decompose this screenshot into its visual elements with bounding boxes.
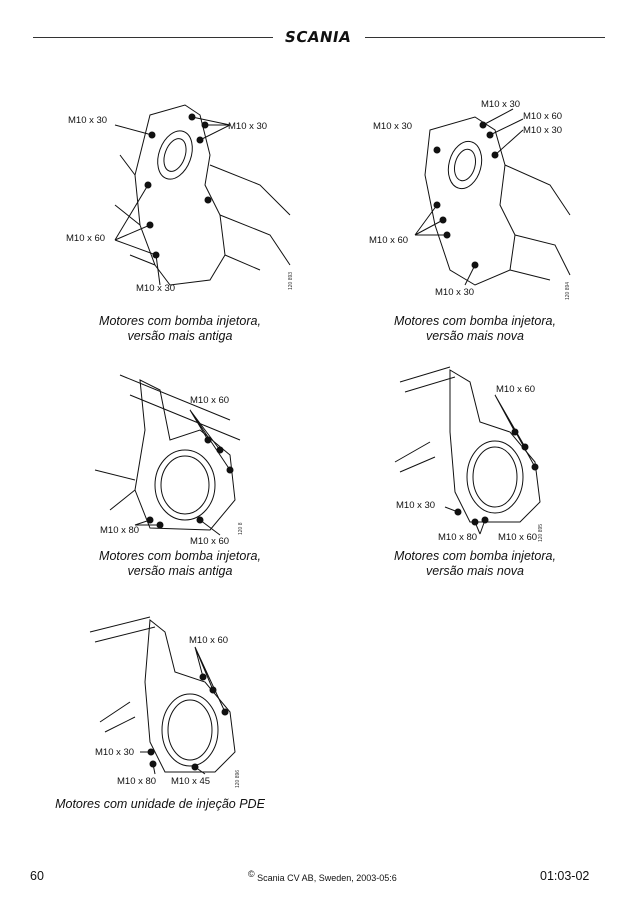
bolt-label: M10 x 60 (66, 233, 106, 244)
bolt-label: M10 x 30 (228, 121, 268, 132)
doc-code: 01:03-02 (540, 869, 590, 883)
bolt-label: M10 x 60 (496, 384, 536, 395)
bolt-label: M10 x 60 (190, 395, 230, 406)
figure-code: 120 8 (238, 522, 244, 535)
figure-code: 120 895 (538, 523, 544, 542)
page-number: 60 (30, 869, 44, 883)
bolt-label: M10 x 60 (369, 235, 409, 246)
copyright (248, 869, 397, 883)
figure-3 (90, 370, 250, 545)
bolt-label: M10 x 60 (190, 536, 230, 547)
header-rule-left (33, 37, 273, 38)
bolt-label: M10 x 30 (523, 125, 563, 136)
bolt-label: M10 x 30 (95, 747, 135, 758)
bolt-label: M10 x 45 (171, 776, 211, 787)
header-rule-right (365, 37, 605, 38)
figure-code: 120 896 (235, 769, 241, 788)
figure-1-caption: Motores com bomba injetora, versão mais antiga (99, 314, 261, 343)
brand-logo: SCANIA (283, 28, 353, 46)
bolt-label: M10 x 80 (117, 776, 157, 787)
bolt-label: M10 x 30 (396, 500, 436, 511)
figure-4-caption: Motores com bomba injetora, versão mais nova (394, 549, 556, 578)
figure-3-caption: Motores com bomba injetora, versão mais antiga (99, 549, 261, 578)
bolt-label: M10 x 30 (481, 99, 521, 110)
bolt-label: M10 x 30 (136, 283, 176, 294)
figure-1 (60, 95, 300, 305)
bolt-label: M10 x 30 (68, 115, 108, 126)
bolt-label: M10 x 30 (373, 121, 413, 132)
copyright-text: Scania CV AB, Sweden, 2003-05:6 (257, 873, 397, 883)
bolt-label: M10 x 60 (189, 635, 229, 646)
copyright-symbol: © (248, 869, 255, 879)
figure-2-caption: Motores com bomba injetora, versão mais nova (394, 314, 556, 343)
figure-2 (365, 95, 580, 305)
bolt-label: M10 x 30 (435, 287, 475, 298)
bolt-label: M10 x 80 (438, 532, 478, 543)
bolt-label: M10 x 60 (498, 532, 538, 543)
bolt-label: M10 x 60 (523, 111, 563, 122)
figure-4 (390, 362, 550, 547)
figure-code: 120 894 (565, 281, 571, 300)
figure-5-caption: Motores com unidade de injeção PDE (55, 797, 265, 811)
figure-code: 120 893 (288, 271, 294, 290)
bolt-label: M10 x 80 (100, 525, 140, 536)
figure-5 (85, 612, 245, 792)
